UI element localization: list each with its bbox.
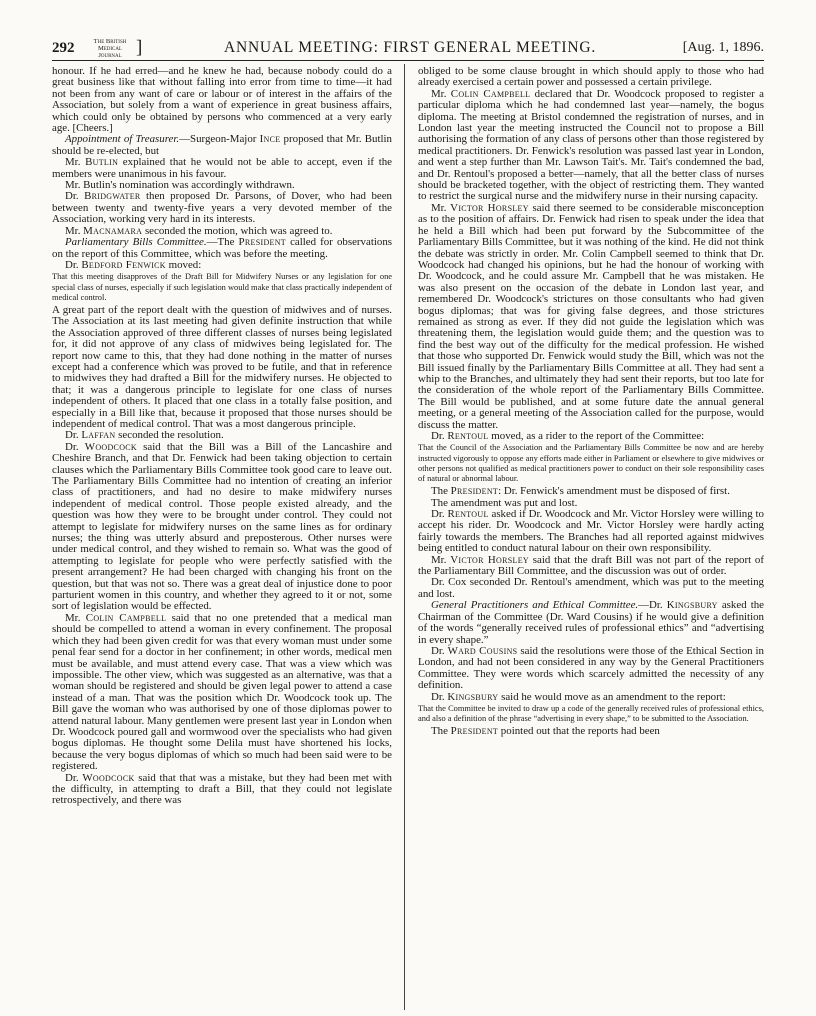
paragraph [418, 600, 764, 646]
speaker-name: Laffan [81, 429, 116, 442]
paragraph [418, 203, 764, 431]
resolution-text: That the Council of the Association and the Parliamentary Bills Committee be now and are hereby instructed vigorously to oppose any efforts made either in Parliament or elsewhere to give midwives or other persons not qualified as medical practitioners power to conduct on their sole responsibility cases of natural or abnormal labour. [418, 443, 764, 484]
journal-bracket-right: ] [136, 37, 143, 58]
paragraph [52, 191, 392, 225]
section-title: General Practitioners and Ethical Committee. [431, 599, 639, 612]
text-run: Dr. [65, 429, 82, 442]
text-run: Dr. [431, 690, 448, 703]
journal-name-line1: The British [93, 38, 127, 45]
section-title: Parliamentary Bills Committee. [65, 236, 207, 249]
journal-name-line2: Medical Journal [97, 45, 123, 59]
text-run: The [431, 725, 451, 738]
text-run: called for observations on the report of this Committee, which was before the meeting. [52, 236, 393, 260]
paragraph: honour. If he had erred—and he knew he had, because nobody could do a great business like that without falling into error from time to time—it had not been from any want of care or labour or of interest in the affairs of the Association, but solely from a want of experience in great business affairs, which could only be obtained by persons who commenced at a very early age. [Cheers.] [52, 65, 392, 135]
text-run: proposed that Mr. Butlin should be re-elected, but [52, 133, 392, 157]
paragraph: A great part of the report dealt with the question of midwives and of nurses. The Association at its last meeting had given definite instruction that while the Association approved of three different classes of nurses being legislated for, it did not approve of any class of midwives being legislated for. The report now came to this, that they had done nothing in the matter of nurses except had a conference which was proved to be futile, and that in reference to midwives they had drafted a Bill for the midwifery nurses. He objected to that; it was a dangerous principle to legislate for one class of nurses independent of others. It placed that one class in a totally false position, and especially in a Bill like that, because it proposed that those nurses should be independent of medical control. That was a most dangerous principle. [52, 303, 392, 430]
paragraph: Dr. Cox seconded Dr. Rentoul's amendment, which was put to the meeting and lost. [418, 576, 764, 600]
speaker-name: Kingsbury [447, 690, 499, 703]
text-run: Dr. [65, 190, 85, 203]
text-run: pointed out that the reports had been [498, 725, 660, 738]
speaker-name: Rentoul [447, 430, 489, 442]
text-run: declared that Dr. Woodcock proposed to register a particular diploma which he had condemned last year—namely, the bogus diploma. The meeting at Bristol condemned the registration of nurses, and in London last year the meeting instructed the Council not to propose a Bill authorising the formation of any class of persons other than those registered by medical practitioners. Dr. Fenwick's resolution was passed last year in London, and went a step further than Mr. Lawson Tait's. Mr. Tait's condemned the bad, and Dr. Rentoul's proposed a better—namely, that all the better class of nurses should be bracketed together, with the object of restricting them. They wanted to restrict the surgical nurse and the midwifery nurse in their nursing capacity. [418, 87, 764, 203]
speaker-name: Ward Cousins [447, 644, 518, 657]
paragraph [418, 509, 764, 555]
running-header [52, 38, 764, 61]
text-run: asked the Chairman of the Committee (Dr. Ward Cousins) if he would give a definition of the words “generally received rules of professional ethics” and “advertising in every shape.” [418, 599, 765, 646]
column-divider [404, 64, 405, 1010]
paragraph [52, 613, 392, 773]
speaker-name: Butlin [85, 156, 119, 169]
text-run: Dr. [65, 258, 82, 271]
speaker-name: Victor Horsley [450, 201, 529, 214]
text-run: : Dr. Fenwick's amendment must be disposed of first. [498, 485, 730, 498]
text-run: Mr. [65, 611, 86, 624]
paragraph [52, 260, 392, 271]
text-run: said that that was a mistake, but they had been met with the difficulty, in attempting to draft a Bill, that they could not legislate retrospectively, and there was [52, 771, 393, 807]
paragraph [52, 157, 392, 180]
speaker-name: Woodcock [84, 440, 137, 453]
text-run: Dr. [431, 430, 448, 442]
resolution-text: That the Committee be invited to draw up a code of the generally received rules of professional ethics, and also a definition of the phrase “advertising in every shape,” to be submitted to the Association. [418, 703, 764, 724]
speaker-name: President [450, 725, 499, 738]
text-run: seconded the resolution. [115, 429, 224, 442]
text-run: explained that he would not be able to accept, even if the members were unanimous in his favour. [52, 156, 392, 180]
text-run: moved: [165, 258, 202, 271]
paragraph: obliged to be some clause brought in which should apply to those who had already exercised a certain power and possessed a certain privilege. [418, 65, 764, 89]
speaker-name: Woodcock [82, 771, 135, 784]
text-run: Mr. [65, 156, 86, 169]
resolution-text: That this meeting disapproves of the Draft Bill for Midwifery Nurses or any legislation for one special class of nurses, especially if such legislation would make that class practically independent of medical control. [52, 272, 392, 302]
paragraph [418, 431, 764, 442]
issue-date: [Aug. 1, 1896. [682, 40, 764, 55]
left-column [52, 66, 392, 807]
paragraph [52, 134, 392, 157]
journal-name [86, 38, 134, 59]
speaker-name: Kingsbury [666, 599, 718, 612]
paragraph: The amendment was put and lost. [431, 496, 578, 509]
right-column [418, 66, 764, 738]
text-run: Mr. [431, 87, 451, 100]
paragraph [418, 646, 764, 692]
text-run: said that no one pretended that a medical man should be compelled to attend a woman in every confinement. The proposal which they had been given credit for was that every woman must under some penal fear send for a doctor in her confinement; in other words, medical men must be available, and must attend every case. That was a view which was impossible. The other view, which was suggested as an alternative, was that a woman should be registered and should be given legal power to attend a case instead of a man. That was the position which Dr. Woodcock took up. The Bill gave the woman who was authorised by one of those diplomas power to attend natural labour. Many gentlemen were present last year in London when Dr. Woodcock poured gall and wormwood over the specialists who had given bogus diplomas. He thought some Delila must have shortened his locks, because the very bogus diplomas of which so much had been said were to be registered. [52, 611, 392, 773]
text-run: said the resolutions were those of the Ethical Section in London, and had not been considered in any way by the General Practitioners Committee. They were words which scarcely admitted the necessity of any definition. [418, 644, 764, 692]
text-run: said he would move as an amendment to the report: [498, 690, 726, 703]
text-run: The [431, 485, 451, 498]
page-number: 292 [52, 40, 75, 56]
text-run: said there seemed to be considerable misconception as to the position of affairs. Dr. Fenwick had risen to speak under the idea that he held a Bill which had been put forward by the Subcommittee of the Parliamentary Bills Committee, but it was nothing of the kind. He did not think the debate was strictly in order. Mr. Colin Campbell seemed to think that Dr. Woodcock had changed his opinions, but he had the honour of working with Dr. Woodcock, and he could assure Mr. Campbell that he was mistaken. He was also present on the occasion of the debate in London last year, and remembered Dr. Woodcock's strictures on those consultants who had given bogus diplomas; that was for giving false degrees, and those strictures remained as strong as ever. If they did not guide the legislation which was threatening them, the legislation would guide them; and the question was to find the best way out of the difficulty for the medical profession. He wished that those who supported Dr. Fenwick would study the Bill, which was not the Bill issued finally by the Parliamentary Bills Committee at all. They had sent a whip to the Branches, and ultimately they had sent their reports, but too late for the consideration of the whole report of the Parliamentary Bills Committee. The Bill would be published, and at some future date the annual general meeting, or a general meeting of the Association called for the purpose, would discuss the matter. [418, 201, 765, 431]
paragraph: Mr. Butlin's nomination was accordingly withdrawn. [65, 179, 295, 192]
text-run: —Surgeon-Major [179, 133, 260, 146]
speaker-name: Colin Campbell [450, 87, 531, 100]
text-run: —The [206, 236, 239, 249]
paragraph [418, 726, 764, 737]
text-run: —Dr. [638, 599, 667, 612]
text-run: Dr. [431, 644, 448, 657]
speaker-name: Colin Campbell [85, 611, 167, 624]
paragraph [418, 692, 764, 703]
speaker-name: Bridgwater [84, 190, 141, 203]
text-run: Dr. [431, 508, 448, 521]
speaker-name: Victor Horsley [450, 553, 529, 566]
section-title: Appointment of Treasurer. [65, 133, 180, 146]
text-run: Mr. [431, 553, 451, 566]
speaker-name: Rentoul [447, 508, 489, 521]
speaker-name: Bedford Fenwick [81, 258, 166, 271]
paragraph [418, 89, 764, 203]
text-run: said that the draft Bill was not part of the report of the Parliamentary Bill Committee, and the discussion was out of order. [418, 553, 765, 578]
speaker-name: President [450, 485, 499, 498]
text-run: moved, as a rider to the report of the Committee: [488, 430, 705, 442]
speaker-name: President [238, 236, 286, 249]
paragraph [418, 555, 764, 578]
paragraph [52, 237, 392, 260]
text-run: asked if Dr. Woodcock and Mr. Victor Horsley were willing to accept his rider. Dr. Woodcock and Mr. Victor Horsley were hardly acting fairly towards the members. The Branches had all reported against midwives being entitled to conduct natural labour on their own responsibility. [418, 508, 764, 555]
running-title: ANNUAL MEETING: FIRST GENERAL MEETING. [223, 39, 597, 56]
text-run: said that the Bill was a Bill of the Lancashire and Cheshire Branch, and that Dr. Fenwick had been taking objection to certain clauses which the Parliamentary Bills Committee took good care to leave out. The Parliamentary Bills Committee had no intention of creating an inferior class of practitioners, and had no desire to make midwifery nurses independent of medical control. Those people existed already, and the question was how they were to be brought under control. They could not attempt to legislate for midwifery nurses on the same lines as for ordinary nurses; the thing was utterly absurd and preposterous. Other nurses were under medical control, and they wished to remain so. What was the good of attempting to legislate for people who were perfectly satisfied with the present arrangement? He had been charged with changing his front on the question, but that was not so. There was a great deal of injustice done to poor parturient women in this country, and whether they agreed to it or not, some sort of legislation would be effected. [52, 440, 392, 613]
speaker-name: Macnamara [83, 224, 143, 237]
paragraph [52, 773, 392, 807]
text-run: Mr. [65, 224, 84, 237]
text-run: then proposed Dr. Parsons, of Dover, who had been between twenty and twenty-five years a very devoted member of the Association, working very hard in its interests. [52, 190, 392, 226]
text-run: Mr. [431, 201, 451, 214]
text-run: Dr. [65, 440, 85, 453]
speaker-name: Ince [259, 133, 281, 146]
paragraph [52, 442, 392, 613]
paragraph [418, 486, 764, 497]
text-run: Dr. [65, 771, 83, 784]
text-run: seconded the motion, which was agreed to. [142, 224, 333, 237]
